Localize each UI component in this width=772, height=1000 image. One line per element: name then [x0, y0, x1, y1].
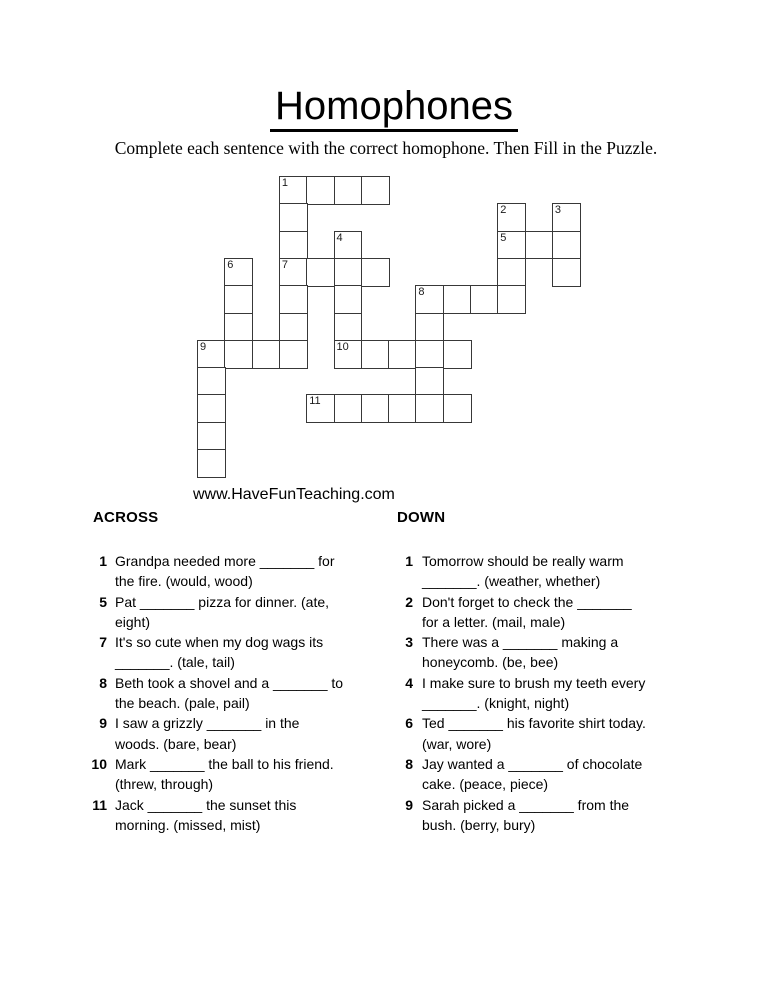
puzzle-cell — [361, 176, 390, 205]
clue-text — [115, 754, 334, 795]
clue-text-line: morning. (missed, mist) — [115, 816, 261, 833]
clue-item — [399, 632, 646, 673]
puzzle-cell — [415, 367, 444, 396]
clue-item — [85, 713, 343, 754]
clue-text-line: the beach. (pale, pail) — [115, 695, 250, 712]
page-title: Homophones — [270, 84, 518, 132]
puzzle-cell-number: 10 — [336, 340, 349, 353]
puzzle-cell — [279, 340, 308, 369]
puzzle-cell — [415, 394, 444, 423]
puzzle-cell-number: 7 — [281, 258, 289, 271]
puzzle-cell-number: 2 — [500, 204, 507, 217]
clue-text-line: the fire. (would, wood) — [115, 573, 253, 590]
puzzle-cell — [443, 285, 472, 314]
puzzle-cell — [197, 394, 226, 423]
clue-text-line: honeycomb. (be, bee) — [422, 654, 559, 671]
puzzle-cell — [224, 340, 253, 369]
clue-item — [85, 592, 343, 633]
clue-item — [399, 592, 646, 633]
clue-text-line: bush. (berry, bury) — [422, 816, 536, 833]
clue-number: 11 — [92, 796, 107, 813]
crossword-grid — [197, 176, 582, 479]
clue-number: 10 — [91, 755, 107, 772]
puzzle-cell — [334, 258, 363, 287]
puzzle-cell — [197, 449, 226, 478]
clue-text — [422, 551, 624, 592]
clue-text-line: I make sure to brush my teeth every — [422, 674, 646, 691]
clue-text-line: eight) — [115, 613, 151, 630]
across-clue-list — [85, 551, 343, 835]
title-wrap — [0, 84, 772, 132]
puzzle-cell — [415, 313, 444, 342]
clue-number: 7 — [99, 634, 107, 651]
clue-number: 5 — [99, 593, 107, 610]
puzzle-cell — [224, 313, 253, 342]
puzzle-cell-number: 1 — [281, 177, 289, 189]
clue-text — [115, 713, 299, 754]
puzzle-cell — [334, 394, 363, 423]
puzzle-cell — [279, 176, 308, 205]
puzzle-cell-number: 8 — [418, 286, 425, 299]
puzzle-cell — [497, 231, 526, 260]
clue-text-line: Jack _______ the sunset this — [115, 796, 297, 813]
puzzle-cell — [361, 258, 390, 287]
puzzle-cell — [497, 285, 526, 314]
puzzle-cell-number: 4 — [336, 231, 343, 244]
clue-number: 1 — [405, 553, 413, 569]
clue-number: 3 — [405, 634, 413, 651]
clue-text-line: cake. (peace, piece) — [422, 776, 549, 793]
puzzle-cell — [334, 176, 363, 205]
clue-item — [85, 754, 343, 795]
clue-number: 2 — [405, 593, 413, 610]
clue-text-line: It's so cute when my dog wags its — [115, 634, 324, 651]
puzzle-cell — [334, 231, 363, 260]
clue-item — [399, 795, 646, 836]
clue-text-line: (threw, through) — [115, 776, 214, 793]
puzzle-cell — [525, 231, 554, 260]
page-subtitle: Complete each sentence with the correct homophone. Then Fill in the Puzzle. — [114, 138, 658, 158]
puzzle-cell — [334, 285, 363, 314]
puzzle-cell — [388, 340, 417, 369]
clue-text-line: Jay wanted a _______ of chocolate — [422, 755, 643, 772]
puzzle-cell-number: 3 — [554, 204, 562, 217]
clue-text — [422, 632, 618, 673]
puzzle-cell — [334, 340, 363, 369]
puzzle-cell — [279, 285, 308, 314]
clue-text-line: Sarah picked a _______ from the — [422, 796, 630, 813]
puzzle-cell — [279, 231, 308, 260]
clue-item — [399, 551, 646, 592]
clue-text — [422, 592, 632, 633]
puzzle-cell-number: 11 — [309, 395, 321, 408]
puzzle-cell — [415, 285, 444, 314]
puzzle-cell — [224, 258, 253, 287]
clue-text-line: Grandpa needed more _______ for — [115, 553, 335, 569]
clue-number: 9 — [405, 796, 413, 813]
puzzle-cell — [361, 394, 390, 423]
clue-text-line: for a letter. (mail, male) — [422, 613, 566, 630]
puzzle-cell — [224, 285, 253, 314]
puzzle-cell — [470, 285, 499, 314]
puzzle-cell — [552, 203, 581, 232]
puzzle-cell — [361, 340, 390, 369]
puzzle-cell — [415, 340, 444, 369]
puzzle-cell — [197, 367, 226, 396]
puzzle-cell — [497, 203, 526, 232]
puzzle-cell — [388, 394, 417, 423]
clue-number: 9 — [99, 715, 107, 732]
clue-text-line: I saw a grizzly _______ in the — [115, 715, 300, 732]
puzzle-cell-number: 5 — [500, 231, 507, 244]
clue-text — [422, 673, 645, 714]
puzzle-cell — [279, 313, 308, 342]
puzzle-cell — [279, 203, 308, 232]
clue-text-line: _______. (knight, night) — [422, 695, 570, 712]
clue-text-line: woods. (bare, bear) — [115, 735, 237, 752]
down-clue-list — [399, 551, 646, 835]
puzzle-cell — [279, 258, 308, 287]
clue-text-line: Don't forget to check the _______ — [422, 593, 632, 610]
puzzle-cell — [443, 340, 472, 369]
puzzle-cell-number: 9 — [200, 340, 207, 353]
puzzle-cell — [306, 176, 335, 205]
puzzle-cell — [197, 422, 226, 451]
puzzle-cell — [443, 394, 472, 423]
clue-number: 6 — [405, 715, 413, 732]
clue-text-line: Tomorrow should be really warm — [422, 553, 624, 569]
clue-text — [115, 795, 296, 836]
clue-item — [85, 673, 343, 714]
clue-text — [115, 592, 329, 633]
clue-item — [85, 795, 343, 836]
clue-text-line: There was a _______ making a — [422, 634, 619, 651]
clue-item — [85, 551, 343, 592]
clue-number: 4 — [405, 674, 413, 691]
puzzle-cell — [334, 313, 363, 342]
clue-text-line: (war, wore) — [422, 735, 492, 752]
clue-text — [115, 632, 323, 673]
clue-text — [115, 551, 335, 592]
clue-number: 8 — [405, 755, 413, 772]
clue-text-line: Pat _______ pizza for dinner. (ate, — [115, 593, 330, 610]
puzzle-cell — [252, 340, 281, 369]
clue-item — [399, 673, 646, 714]
down-heading: DOWN — [397, 509, 446, 526]
clue-item — [399, 713, 646, 754]
clue-item — [399, 754, 646, 795]
clue-text — [115, 673, 343, 714]
clue-text-line: Beth took a shovel and a _______ to — [115, 674, 344, 691]
clue-text — [422, 754, 642, 795]
clue-number: 1 — [99, 553, 107, 569]
clue-text-line: Mark _______ the ball to his friend. — [115, 755, 334, 772]
puzzle-cell — [552, 231, 581, 260]
puzzle-cell — [552, 258, 581, 287]
across-heading: ACROSS — [93, 509, 159, 526]
clue-number: 8 — [99, 674, 107, 691]
website-text: www.HaveFunTeaching.com — [193, 486, 395, 503]
puzzle-cell — [306, 258, 335, 287]
clue-text-line: _______. (weather, whether) — [422, 573, 601, 590]
puzzle-cell — [497, 258, 526, 287]
clue-text — [422, 713, 646, 754]
clue-text-line: _______. (tale, tail) — [115, 654, 235, 671]
clue-text-line: Ted _______ his favorite shirt today. — [422, 715, 646, 732]
puzzle-cell — [306, 394, 335, 423]
puzzle-cell — [197, 340, 226, 369]
clue-text — [422, 795, 629, 836]
puzzle-cell-number: 6 — [227, 258, 234, 271]
clue-item — [85, 632, 343, 673]
